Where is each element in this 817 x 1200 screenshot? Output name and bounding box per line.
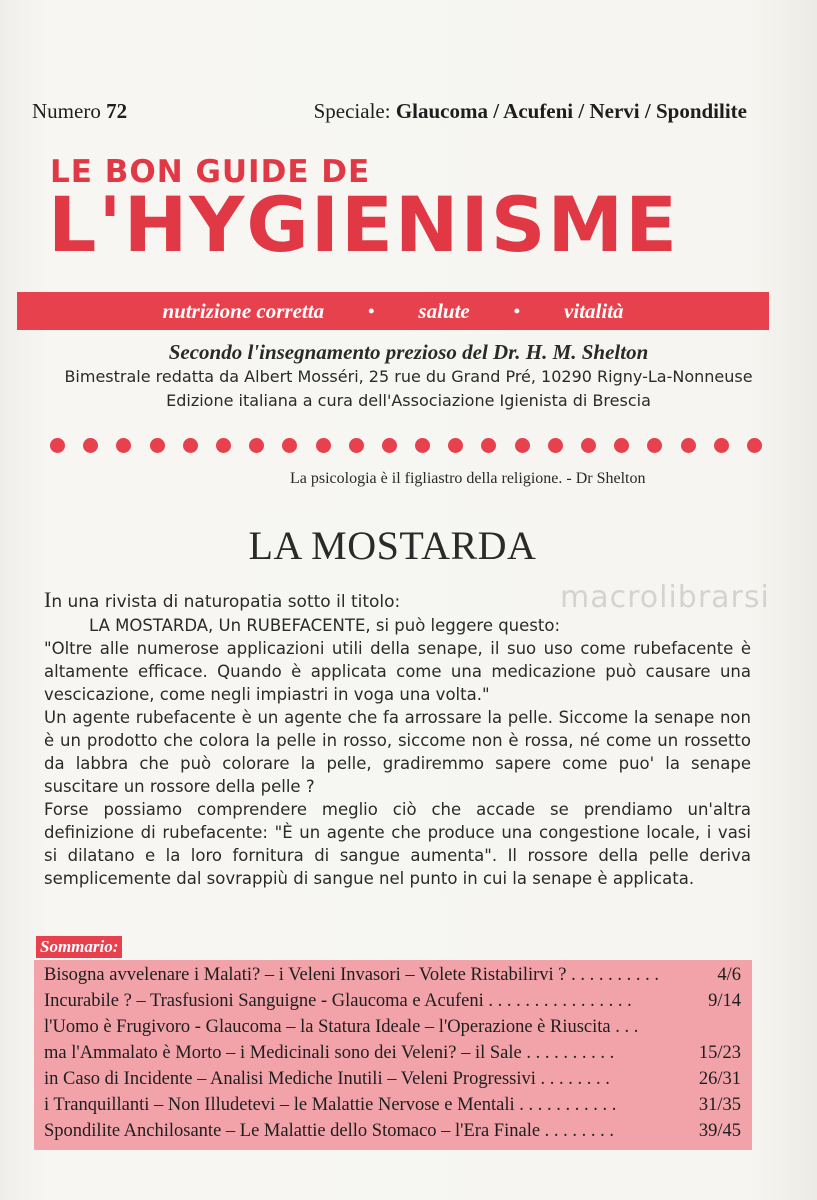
dot-icon [349,438,364,453]
toc-pages: 4/6 [717,965,741,985]
dot-icon [216,438,231,453]
tagline-separator: • [368,300,375,321]
dot-icon [714,438,729,453]
article-subhead: LA MOSTARDA, Un RUBEFACENTE, si può leggere questo: [89,616,561,635]
dot-icon [282,438,297,453]
dot-icon [581,438,596,453]
toc-pages: 39/45 [698,1121,741,1141]
dot-icon [50,438,65,453]
article-paragraph-1: "Oltre alle numerose applicazioni utili della senape, il suo uso come rubefacente è altamente efficace. Quando è applicata come una medicazione può causare una vescicazione, come negli impiastri in voga una volta." [44,639,751,704]
toc-row: Bisogna avvelenare i Malati? – i Veleni Invasori – Volete Ristabilirvi ? . . . . . . . . . . 4/6 [44,965,741,991]
dot-icon [183,438,198,453]
dot-icon [747,438,762,453]
drop-letter: I [44,587,52,612]
article-intro: In una rivista di naturopatia sotto il titolo: [44,587,401,612]
toc-row: i Tranquillanti – Non Illudetevi – le Malattie Nervose e Mentali . . . . . . . . . . . 31/35 [44,1095,741,1121]
tagline-separator: • [513,300,521,321]
article-paragraph-2: Un agente rubefacente è un agente che fa arrossare la pelle. Siccome la senape non è un prodotto che colora la pelle in rosso, siccome non è rossa, né come un rossetto da labbra che può colorare la pelle, gradiremmo sapere come puo' la senape suscitare un rossore della pelle ? [44,708,751,796]
brand-line-1: LE BON GUIDE DE [50,154,371,190]
toc-row: ma l'Ammalato è Morto – i Medicinali sono dei Veleni? – il Sale . . . . . . . . . . 15/23 [44,1043,741,1069]
toc-pages [735,1017,741,1043]
dot-icon [614,438,629,453]
special-label: Speciale: [313,99,391,123]
subtitle: Secondo l'insegnamento prezioso del Dr. H. M. Shelton [168,340,649,364]
dot-icon [448,438,463,453]
article-body [44,588,751,890]
toc-row: Spondilite Anchilosante – Le Malattie dello Stomaco – l'Era Finale . . . . . . . . 39/45 [44,1121,741,1147]
tagline-band [17,292,769,330]
decorative-dots-row [50,434,762,456]
special-topics: Glaucoma / Acufeni / Nervi / Spondilite [395,99,747,123]
dot-icon [316,438,331,453]
dot-icon [249,438,264,453]
dot-icon [681,438,696,453]
dot-icon [647,438,662,453]
dot-icon [382,438,397,453]
tagline-item-health: salute [418,298,470,323]
tagline-item-vitality: vitalità [564,298,624,323]
special-block [314,99,747,124]
dot-icon [150,438,165,453]
toc-pages: 31/35 [698,1095,741,1115]
publisher-info: Bimestrale redatta da Albert Mosséri, 25 rue du Grand Pré, 10290 Rigny-La-Nonneuse [64,367,753,386]
toc-row: Incurabile ? – Trasfusioni Sanguigne - Glaucoma e Acufeni . . . . . . . . . . . . . . . . 9/14 [44,991,741,1017]
issue-number: 72 [106,99,128,123]
toc-pages: 15/23 [698,1043,741,1063]
issue-header [32,99,747,124]
toc-pages: 26/31 [698,1069,741,1089]
watermark: macrolibrarsi [560,580,770,615]
toc-row: in Caso di Incidente – Analisi Mediche Inutili – Veleni Progressivi . . . . . . . . 26/31 [44,1069,741,1095]
dot-icon [116,438,131,453]
dot-icon [515,438,530,453]
shelton-quote: La psicologia è il figliastro della religione. - Dr Shelton [290,470,646,487]
dot-icon [481,438,496,453]
dot-icon [83,438,98,453]
dot-icon [415,438,430,453]
article-paragraph-3: Forse possiamo comprendere meglio ciò che accade se prendiamo un'altra definizione di rubefacente: "È un agente che produce una congestione locale, i vasi si dilatano e la loro fornitura di sangue aumenta". Il rossore della pelle deriva semplicemente dal sovrappiù di sangue nel punto in cui la senape è applicata. [44,800,751,888]
tagline-item-nutrition: nutrizione corretta [162,298,325,323]
toc-pages: 9/14 [708,991,741,1011]
edition-info: Edizione italiana a cura dell'Associazione Igienista di Brescia [166,391,651,410]
sommario-box [34,960,752,1150]
issue-number-block [32,99,127,124]
toc-row: l'Uomo è Frugivoro - Glaucoma – la Statura Ideale – l'Operazione è Riuscita . . . [44,1017,741,1043]
article-title: LA MOSTARDA [248,523,537,568]
issue-label: Numero [32,99,101,123]
brand-line-2: L'HYGIENISME [48,180,680,269]
dot-icon [548,438,563,453]
sommario-label: Sommario: [36,936,122,958]
